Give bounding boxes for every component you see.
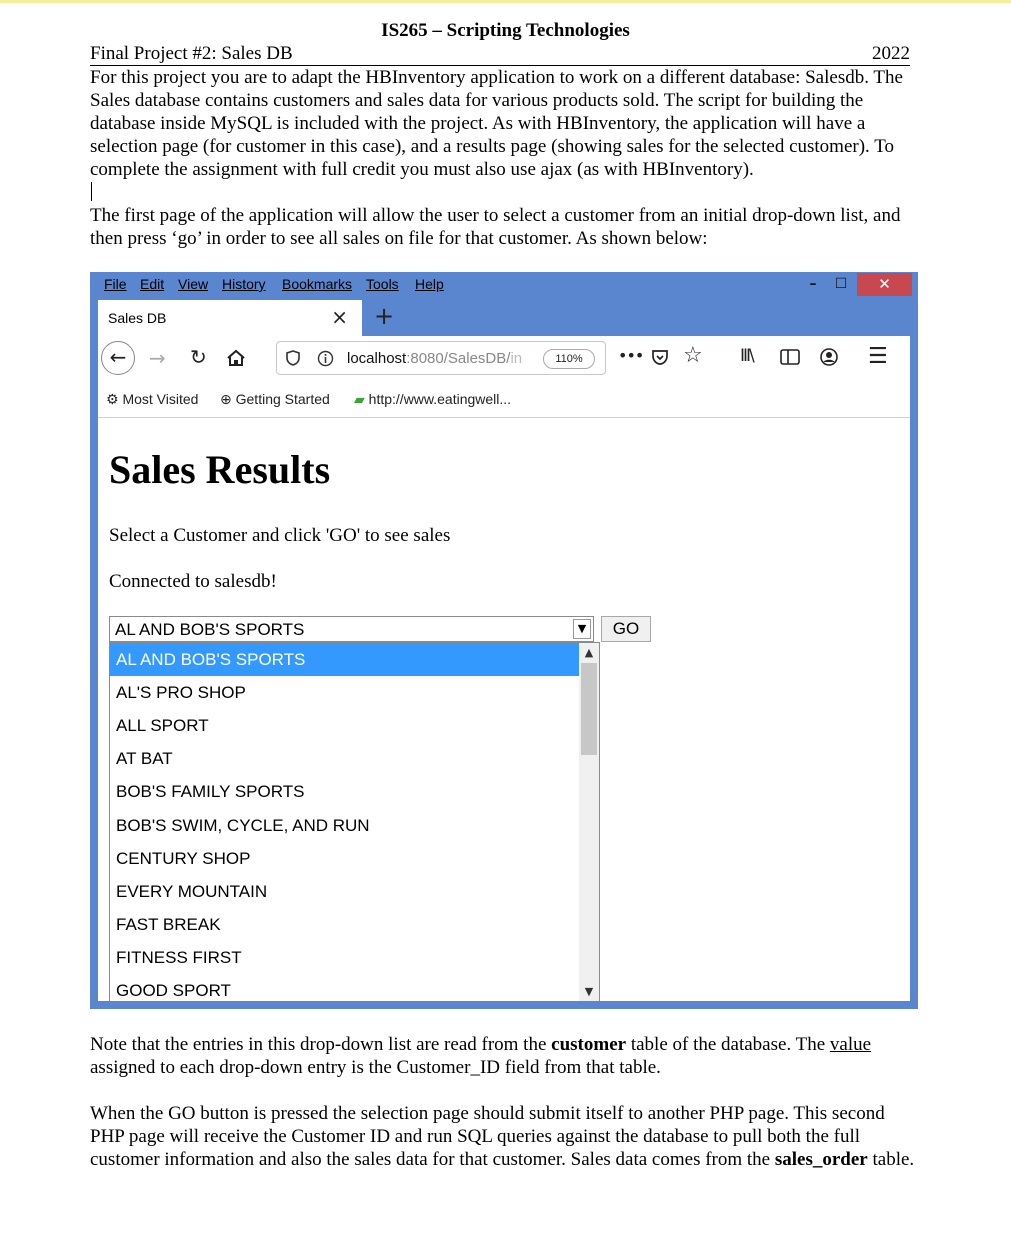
zoom-level[interactable]: 110% — [543, 349, 595, 369]
sidebar-icon[interactable] — [780, 348, 800, 366]
customer-select[interactable] — [109, 616, 594, 642]
bookmark-getting-started[interactable]: ⊕ Getting Started — [220, 391, 330, 408]
globe-icon: ⊕ — [220, 392, 232, 408]
menu-bookmarks[interactable]: Bookmarks — [282, 276, 353, 292]
menu-bar — [90, 272, 918, 298]
value-term: value — [829, 1034, 872, 1055]
top-rule — [0, 0, 1011, 3]
url-text[interactable]: localhost:8080/SalesDB/in — [347, 350, 523, 367]
customer-option[interactable]: FITNESS FIRST — [116, 948, 242, 967]
forward-arrow-icon[interactable]: → — [149, 346, 166, 370]
customer-option[interactable]: FAST BREAK — [116, 915, 221, 934]
hamburger-menu-icon[interactable]: ☰ — [868, 344, 888, 369]
tab-title: Sales DB — [108, 310, 167, 326]
menu-file[interactable]: File — [104, 276, 127, 292]
menu-edit[interactable]: Edit — [140, 276, 165, 292]
pocket-icon[interactable] — [651, 348, 669, 366]
scrollbar-thumb[interactable] — [581, 663, 597, 755]
reload-icon[interactable]: ↻ — [190, 345, 207, 369]
instruction-text: Select a Customer and click 'GO' to see sales — [109, 525, 451, 546]
bookmark-star-icon[interactable]: ☆ — [683, 343, 703, 368]
shield-icon[interactable] — [286, 350, 300, 366]
customer-table-term: customer — [551, 1034, 627, 1055]
info-icon[interactable] — [317, 350, 334, 367]
selected-customer: AL AND BOB'S SPORTS — [115, 620, 305, 639]
menu-tools[interactable]: Tools — [366, 276, 399, 292]
customer-dropdown-list — [109, 642, 600, 1001]
minimize-icon[interactable]: – — [809, 276, 817, 292]
bookmarks-toolbar — [98, 382, 910, 418]
customer-option[interactable]: GOOD SPORT — [116, 981, 231, 1000]
library-icon[interactable]: III\ — [740, 346, 753, 366]
url-bar[interactable] — [276, 341, 606, 375]
browser-window — [90, 272, 918, 1009]
course-title: IS265 – Scripting Technologies — [381, 20, 630, 41]
more-actions-icon[interactable]: ••• — [618, 346, 644, 365]
project-title: Final Project #2: Sales DB — [90, 43, 293, 64]
project-year: 2022 — [872, 43, 910, 64]
gear-icon: ⚙ — [106, 392, 119, 408]
navigation-toolbar — [98, 336, 910, 382]
page-heading: Sales Results — [109, 447, 331, 492]
home-icon[interactable] — [226, 349, 246, 367]
sales-order-term: sales_order — [774, 1149, 868, 1170]
scroll-up-icon[interactable]: ▲ — [584, 646, 594, 659]
customer-option[interactable]: CENTURY SHOP — [116, 849, 251, 868]
menu-help[interactable]: Help — [415, 276, 444, 292]
text-cursor — [91, 182, 92, 201]
maximize-icon[interactable]: ☐ — [834, 276, 848, 292]
new-tab-icon[interactable]: + — [374, 302, 395, 330]
customer-option[interactable]: AL'S PRO SHOP — [116, 683, 246, 702]
bookmark-most-visited[interactable]: ⚙ Most Visited — [106, 391, 199, 408]
leaf-icon: ▰ — [354, 392, 365, 408]
connection-status: Connected to salesdb! — [109, 571, 277, 592]
customer-option[interactable]: EVERY MOUNTAIN — [116, 882, 268, 901]
note-paragraph: Note that the entries in this drop-down list are read from the customer table of the database. The value assigned to each drop-down entry is the Customer_ID field from that table. — [90, 1034, 872, 1078]
bookmark-eatingwell[interactable]: ▰ http://www.eatingwell... — [354, 391, 512, 408]
account-icon[interactable] — [819, 347, 839, 367]
customer-option[interactable]: BOB'S SWIM, CYCLE, AND RUN — [116, 816, 370, 835]
back-arrow-icon[interactable]: ← — [101, 341, 135, 375]
customer-option[interactable]: AT BAT — [116, 749, 173, 768]
tab-sales-db[interactable] — [98, 300, 362, 336]
intro-paragraph-1: For this project you are to adapt the HBInventory application to work on a different database: Salesdb. The Sales database contains customers and sales data for various products sold. The script for building the database inside MySQL is included with the project. As with HBInventory, the application will have a selection page (for customer in this case), and a results page (showing sales for the selected customer). To complete the assignment with full credit you must also use ajax (as with HBInventory). — [90, 67, 903, 180]
menu-history[interactable]: History — [222, 276, 266, 292]
customer-option[interactable]: ALL SPORT — [116, 716, 209, 735]
project-header — [90, 43, 910, 66]
go-paragraph: When the GO button is pressed the selection page should submit itself to another PHP page. This second PHP page will receive the Customer ID and run SQL queries against the database to pull both the full customer information and also the sales data for that customer. Sales data comes from the sales_order table. — [90, 1103, 915, 1170]
menu-view[interactable]: View — [178, 276, 209, 292]
dropdown-scrollbar[interactable] — [579, 643, 599, 1001]
page-content — [98, 418, 910, 1001]
go-button[interactable]: GO — [601, 616, 651, 642]
tab-close-icon[interactable]: × — [331, 305, 348, 329]
scroll-down-icon[interactable]: ▼ — [584, 985, 594, 998]
chevron-down-icon[interactable]: ▼ — [573, 619, 591, 639]
customer-option[interactable]: BOB'S FAMILY SPORTS — [116, 782, 305, 801]
close-window-icon[interactable]: ✕ — [857, 273, 912, 296]
intro-paragraph-2: The first page of the application will allow the user to select a customer from an initial drop-down list, and then press ‘go’ in order to see all sales on file for that customer. As shown below: — [90, 205, 901, 249]
customer-option[interactable]: AL AND BOB'S SPORTS — [110, 643, 579, 676]
